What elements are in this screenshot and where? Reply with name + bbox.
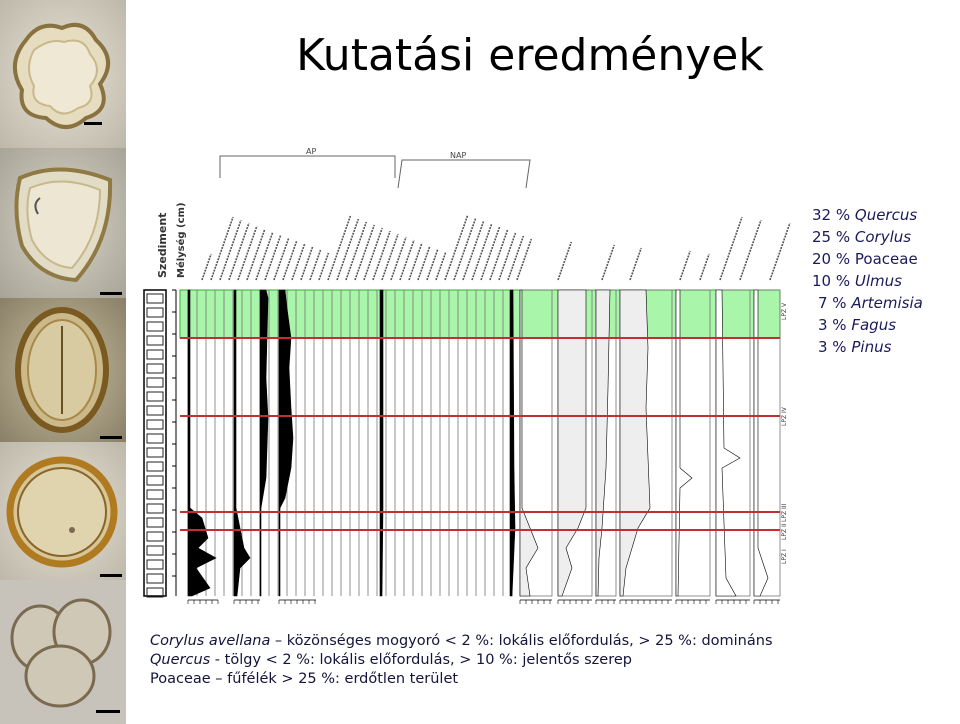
taxon-name-mark — [265, 235, 281, 280]
taxon-name-mark — [427, 249, 438, 280]
taxon-name-marks — [202, 215, 790, 280]
nap-group-bracket — [398, 151, 530, 188]
taxon-name-mark — [373, 231, 390, 280]
pollen-image-strip — [0, 0, 126, 724]
taxon-name-mark — [220, 220, 241, 280]
taxon-name-mark — [382, 234, 398, 280]
zone-boundaries — [180, 338, 780, 530]
taxon-name-mark — [700, 254, 709, 280]
taxon-name-mark — [310, 250, 321, 280]
zone-band-lpz-v — [180, 290, 780, 338]
stat-quercus: 32 % Quercus — [812, 206, 918, 224]
taxon-name-mark — [301, 247, 313, 280]
taxon-name-mark — [490, 230, 508, 280]
taxon-name-mark — [238, 226, 257, 280]
percentage-axes — [188, 600, 780, 604]
taxon-name-mark — [319, 253, 328, 280]
taxon-name-mark — [364, 228, 382, 280]
taxon-name-mark — [337, 219, 358, 280]
taxon-name-mark — [481, 227, 500, 280]
taxon-name-mark — [211, 217, 233, 280]
taxon-name-mark — [391, 237, 406, 280]
taxon-name-mark — [630, 248, 641, 280]
taxon-name-mark — [558, 242, 571, 280]
taxon-name-mark — [454, 218, 476, 280]
taxon-name-mark — [445, 215, 468, 280]
note-quercus: Quercus - tölgy < 2 %: lokális előfordulás, > 10 %: jelentős szerep — [150, 652, 632, 668]
taxon-name-mark — [346, 222, 366, 280]
taxon-name-mark — [499, 233, 515, 280]
nap-group-label: NAP — [450, 151, 467, 160]
pollen-image-5 — [0, 580, 126, 724]
zone-label-lpz-ii: LPZ II — [781, 523, 788, 540]
depth-axis — [172, 290, 176, 596]
taxon-name-mark — [720, 217, 742, 280]
zone-label-lpz-iv: LPZ IV — [781, 407, 788, 426]
taxon-name-mark — [770, 223, 790, 280]
stat-artemisia: 7 % Artemisia — [818, 294, 923, 312]
taxa-percentages — [812, 204, 923, 358]
taxon-name-mark — [292, 244, 305, 280]
interpretation-notes — [150, 632, 773, 689]
zone-label-lpz-i: LPZ I — [781, 549, 788, 564]
taxon-name-mark — [328, 216, 350, 280]
taxon-name-mark — [463, 221, 484, 280]
taxon-name-mark — [436, 252, 446, 280]
pollen-image-4 — [0, 442, 126, 580]
pollen-image-2 — [0, 148, 126, 298]
taxon-name-mark — [602, 245, 614, 280]
zone-labels — [781, 302, 788, 564]
note-corylus: Corylus avellana – közönséges mogyoró < 2 %: lokális előfordulás, > 25 %: domináns — [150, 633, 773, 649]
ap-group-label: AP — [306, 148, 317, 156]
taxon-name-mark — [680, 251, 690, 280]
stat-pinus: 3 % Pinus — [818, 338, 892, 356]
taxon-name-mark — [247, 229, 265, 280]
zone-label-lpz-v: LPZ V — [781, 302, 788, 320]
stat-corylus: 25 % Corylus — [812, 228, 912, 246]
pollen-image-1 — [0, 0, 126, 148]
taxon-name-mark — [355, 225, 374, 280]
taxon-name-mark — [229, 223, 249, 280]
sediment-column — [144, 290, 166, 597]
stat-poaceae: 20 % Poaceae — [812, 250, 918, 268]
stat-ulmus: 10 % Ulmus — [812, 272, 902, 290]
taxon-name-mark — [472, 224, 492, 280]
taxon-name-mark — [508, 236, 523, 280]
taxon-name-mark — [202, 254, 211, 280]
pollen-image-3 — [0, 298, 126, 442]
zone-label-lpz-iii: LPZ III — [781, 503, 788, 522]
ap-group-bracket — [220, 148, 395, 178]
note-poaceae: Poaceae – fűfélék > 25 %: erdőtlen terület — [150, 671, 459, 687]
taxon-name-mark — [517, 239, 531, 280]
taxon-name-mark — [274, 238, 289, 280]
depth-header: Mélység (cm) — [176, 202, 187, 278]
stat-fagus: 3 % Fagus — [818, 316, 897, 334]
taxon-name-mark — [740, 220, 761, 280]
taxon-name-mark — [256, 232, 273, 280]
page-title: Kutatási eredmények — [296, 30, 764, 81]
sediment-header: Szediment — [156, 212, 169, 278]
pollen-diagram — [140, 148, 800, 614]
